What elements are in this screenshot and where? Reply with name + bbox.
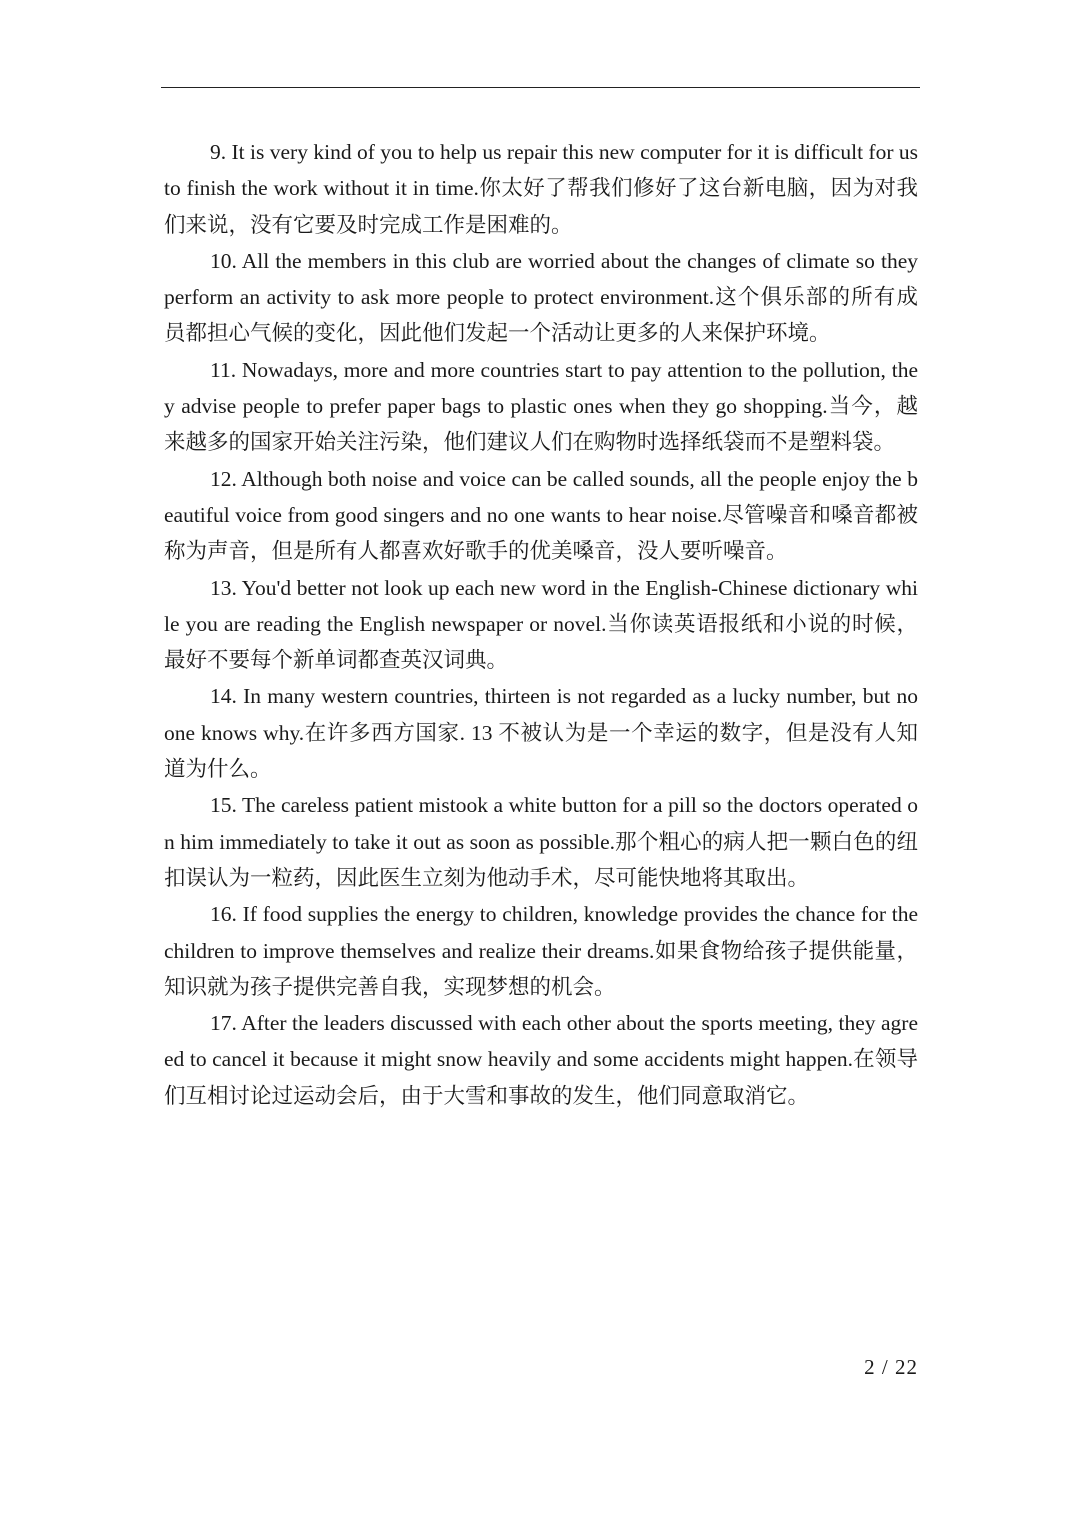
sentence-item-14: 14. In many western countries, thirteen is not regarded as a lucky number, but no one knows why.在许多西方国家. 13 不被认为是一个幸运的数字，但是没有人知道为什么。	[164, 684, 918, 782]
sentence-item-11: 11. Nowadays, more and more countries start to pay attention to the pollution, they advise people to prefer paper bags to plastic ones when they go shopping.当今，越来越多的国家开始关注污染，他们建议人们在购物时选择纸袋而不是塑料袋。	[164, 357, 918, 455]
sentence-item-13: 13. You'd better not look up each new word in the English-Chinese dictionary while you are reading the English newspaper or novel.当你读英语报纸和小说的时候，最好不要每个新单词都查英汉词典。	[164, 575, 918, 673]
page-number: 2 / 22	[864, 1355, 918, 1379]
sentence-item-9: 9. It is very kind of you to help us repair this new computer for it is difficult for us to finish the work without it in time.你太好了帮我们修好了这台新电脑，因为对我们来说，没有它要及时完成工作是困难的。	[164, 140, 918, 237]
sentence-item-16: 16. If food supplies the energy to children, knowledge provides the chance for the children to improve themselves and realize their dreams.如果食物给孩子提供能量，知识就为孩子提供完善自我，实现梦想的机会。	[164, 902, 918, 999]
header-rule	[161, 87, 920, 88]
document-body	[164, 134, 918, 1114]
sentence-item-12: 12. Although both noise and voice can be called sounds, all the people enjoy the beautiful voice from good singers and no one wants to hear noise.尽管噪音和嗓音都被称为声音，但是所有人都喜欢好歌手的优美嗓音，没人要听噪音。	[164, 466, 918, 564]
sentence-item-15: 15. The careless patient mistook a white button for a pill so the doctors operated on him immediately to take it out as soon as possible.那个粗心的病人把一颗白色的纽扣误认为一粒药，因此医生立刻为他动手术，尽可能快地将其取出。	[164, 793, 918, 890]
sentence-item-10: 10. All the members in this club are worried about the changes of climate so they perform an activity to ask more people to protect environment.这个俱乐部的所有成员都担心气候的变化，因此他们发起一个活动让更多的人来保护环境。	[164, 248, 918, 346]
sentence-item-17: 17. After the leaders discussed with each other about the sports meeting, they agreed to cancel it because it might snow heavily and some accidents might happen.在领导们互相讨论过运动会后，由于大雪和事故的发生，他们同意取消它。	[164, 1011, 918, 1108]
